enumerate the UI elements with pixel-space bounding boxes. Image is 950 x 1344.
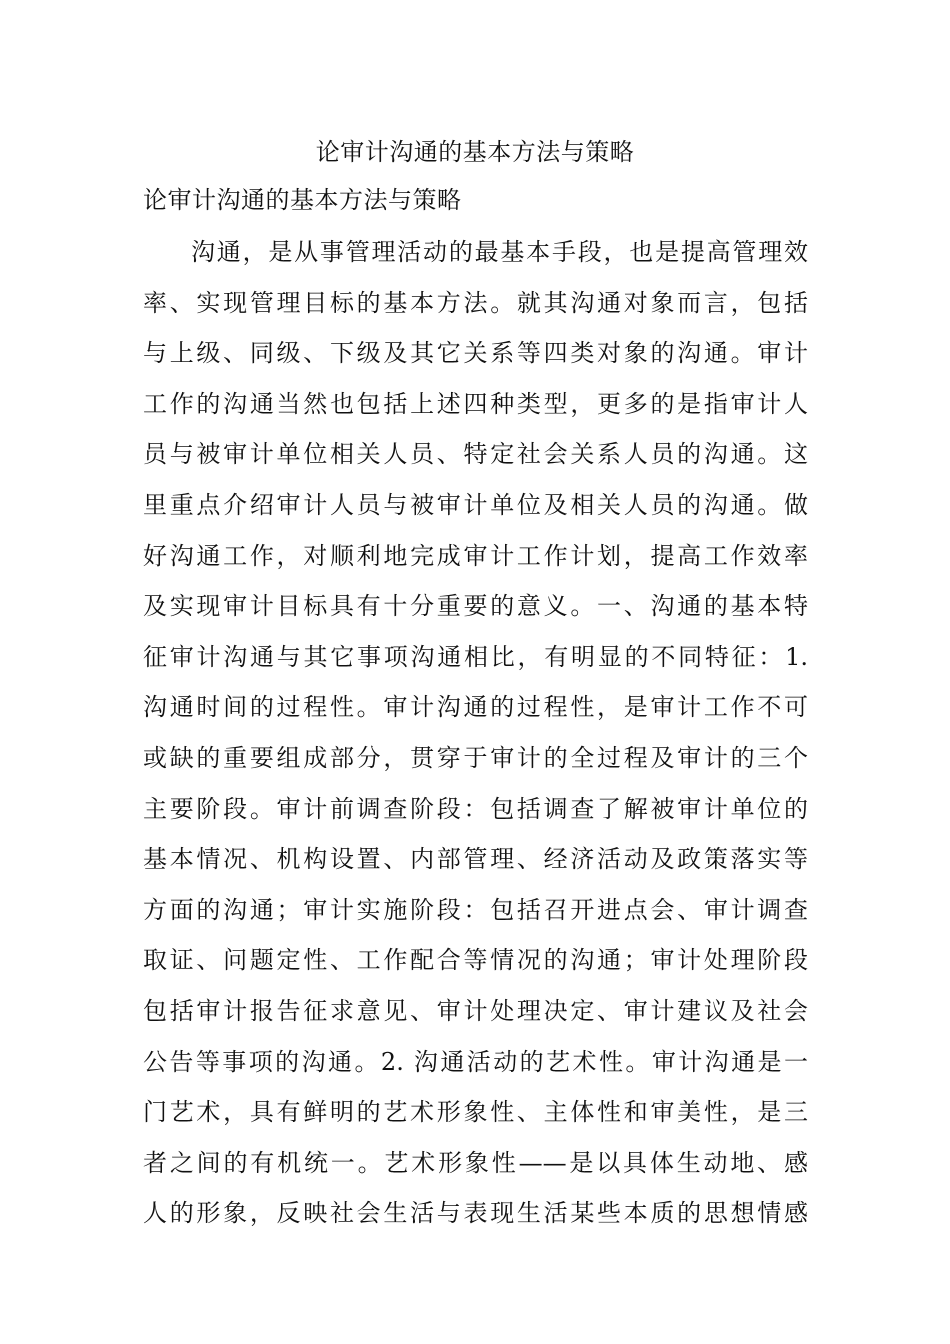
paragraph-line: 里重点介绍审计人员与被审计单位及相关人员的沟通。做 <box>143 490 808 519</box>
paragraph-line: 人的形象，反映社会生活与表现生活某些本质的思想情感 <box>143 1199 808 1228</box>
paragraph-line: 者之间的有机统一。艺术形象性——是以具体生动地、感 <box>143 1148 808 1177</box>
paragraph-line: 方面的沟通；审计实施阶段：包括召开进点会、审计调查 <box>143 895 808 924</box>
paragraph-line: 主要阶段。审计前调查阶段：包括调查了解被审计单位的 <box>143 794 808 823</box>
body-paragraph <box>143 227 808 1239</box>
paragraph-line: 门艺术，具有鲜明的艺术形象性、主体性和审美性，是三 <box>143 1098 808 1127</box>
paragraph-line: 公告等事项的沟通。2. 沟通活动的艺术性。审计沟通是一 <box>143 1047 808 1076</box>
paragraph-line: 或缺的重要组成部分，贯穿于审计的全过程及审计的三个 <box>143 743 808 772</box>
paragraph-line: 沟通，是从事管理活动的最基本手段，也是提高管理效 <box>191 238 808 266</box>
paragraph-line: 员与被审计单位相关人员、特定社会关系人员的沟通。这 <box>143 440 808 469</box>
paragraph-line: 沟通时间的过程性。审计沟通的过程性，是审计工作不可 <box>143 693 808 722</box>
document-title: 论审计沟通的基本方法与策略 <box>315 138 635 166</box>
paragraph-line: 基本情况、机构设置、内部管理、经济活动及政策落实等 <box>143 845 808 874</box>
document-subtitle: 论审计沟通的基本方法与策略 <box>143 186 462 214</box>
paragraph-line: 工作的沟通当然也包括上述四种类型，更多的是指审计人 <box>143 389 808 418</box>
paragraph-line: 包括审计报告征求意见、审计处理决定、审计建议及社会 <box>143 996 808 1025</box>
paragraph-line: 与上级、同级、下级及其它关系等四类对象的沟通。审计 <box>143 339 808 368</box>
paragraph-line: 取证、问题定性、工作配合等情况的沟通；审计处理阶段 <box>143 946 808 975</box>
paragraph-line: 率、实现管理目标的基本方法。就其沟通对象而言，包括 <box>143 288 808 317</box>
paragraph-line: 及实现审计目标具有十分重要的意义。一、沟通的基本特 <box>143 592 808 621</box>
paragraph-line: 好沟通工作，对顺利地完成审计工作计划，提高工作效率 <box>143 541 808 570</box>
paragraph-line: 征审计沟通与其它事项沟通相比，有明显的不同特征：1. <box>143 642 808 671</box>
